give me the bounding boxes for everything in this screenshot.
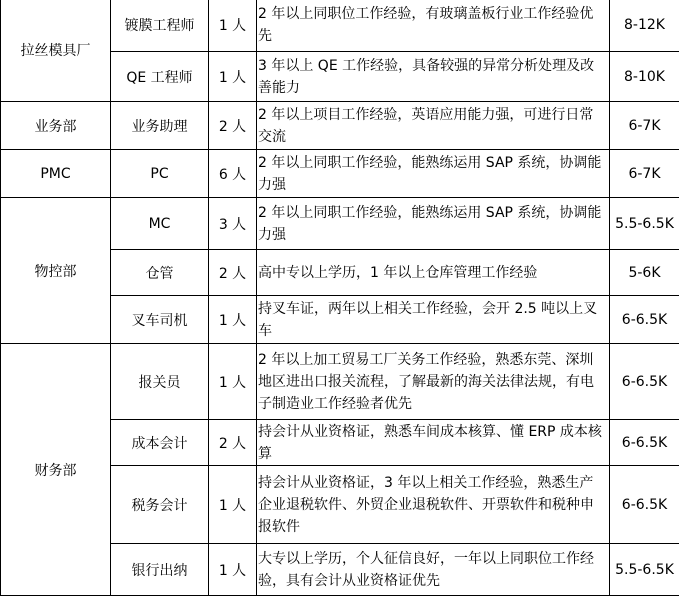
dept-cell: 物控部 (1, 198, 111, 344)
count-cell: 2 人 (209, 420, 257, 466)
count-cell: 3 人 (209, 198, 257, 250)
salary-cell: 8-12K (610, 0, 679, 52)
position-cell: 报关员 (111, 344, 209, 420)
position-cell: 叉车司机 (111, 296, 209, 344)
count-cell: 1 人 (209, 544, 257, 596)
count-cell: 1 人 (209, 344, 257, 420)
dept-cell: 财务部 (1, 344, 111, 596)
requirements-cell: 高中专以上学历，1 年以上仓库管理工作经验 (257, 250, 610, 296)
position-cell: 税务会计 (111, 466, 209, 544)
salary-cell: 5.5-6.5K (610, 198, 679, 250)
salary-cell: 6-6.5K (610, 344, 679, 420)
requirements-cell: 大专以上学历，个人征信良好，一年以上同职位工作经验，具有会计从业资格证优先 (257, 544, 610, 596)
table-row (1, 198, 679, 250)
position-cell: QE 工程师 (111, 52, 209, 102)
position-cell: 银行出纳 (111, 544, 209, 596)
count-cell: 1 人 (209, 0, 257, 52)
position-cell: 成本会计 (111, 420, 209, 466)
count-cell: 1 人 (209, 466, 257, 544)
salary-cell: 6-7K (610, 150, 679, 198)
position-cell: PC (111, 150, 209, 198)
dept-cell: PMC (1, 150, 111, 198)
requirements-cell: 2 年以上同职工作经验，能熟练运用 SAP 系统，协调能力强 (257, 198, 610, 250)
salary-cell: 6-6.5K (610, 420, 679, 466)
salary-cell: 5.5-6.5K (610, 544, 679, 596)
count-cell: 2 人 (209, 102, 257, 150)
dept-cell: 拉丝模具厂 (1, 0, 111, 102)
table-row (1, 150, 679, 198)
position-cell: 镀膜工程师 (111, 0, 209, 52)
count-cell: 6 人 (209, 150, 257, 198)
requirements-cell: 持会计从业资格证，3 年以上相关工作经验，熟悉生产企业退税软件、外贸企业退税软件、开票软件和税种申报软件 (257, 466, 610, 544)
salary-cell: 5-6K (610, 250, 679, 296)
requirements-cell: 2 年以上同职工作经验，能熟练运用 SAP 系统，协调能力强 (257, 150, 610, 198)
position-cell: 业务助理 (111, 102, 209, 150)
table-row (1, 344, 679, 420)
salary-cell: 8-10K (610, 52, 679, 102)
requirements-cell: 3 年以上 QE 工作经验，具备较强的异常分析处理及改善能力 (257, 52, 610, 102)
requirements-cell: 持会计从业资格证，熟悉车间成本核算、懂 ERP 成本核算 (257, 420, 610, 466)
requirements-cell: 2 年以上项目工作经验，英语应用能力强，可进行日常交流 (257, 102, 610, 150)
table-row (1, 102, 679, 150)
count-cell: 1 人 (209, 52, 257, 102)
position-cell: 仓管 (111, 250, 209, 296)
position-cell: MC (111, 198, 209, 250)
count-cell: 1 人 (209, 296, 257, 344)
requirements-cell: 2 年以上同职位工作经验，有玻璃盖板行业工作经验优先 (257, 0, 610, 52)
count-cell: 2 人 (209, 250, 257, 296)
requirements-cell: 持叉车证，两年以上相关工作经验，会开 2.5 吨以上叉车 (257, 296, 610, 344)
table-row (1, 0, 679, 52)
salary-cell: 6-7K (610, 102, 679, 150)
salary-cell: 6-6.5K (610, 296, 679, 344)
dept-cell: 业务部 (1, 102, 111, 150)
salary-cell: 6-6.5K (610, 466, 679, 544)
requirements-cell: 2 年以上加工贸易工厂关务工作经验，熟悉东莞、深圳地区进出口报关流程，了解最新的海关法律法规，有电子制造业工作经验者优先 (257, 344, 610, 420)
